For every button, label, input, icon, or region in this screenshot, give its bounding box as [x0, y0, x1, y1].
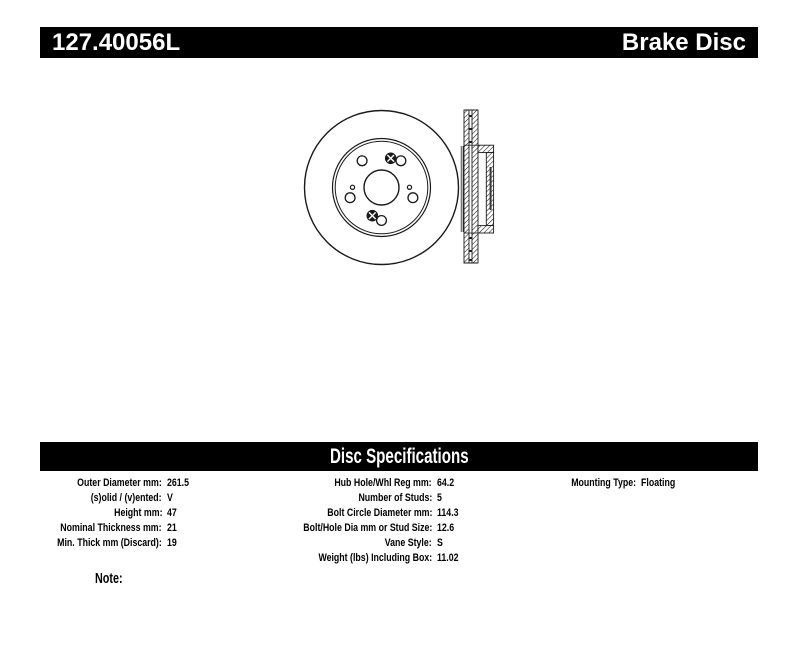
spec-value: 64.2 [437, 477, 455, 489]
disc-front-view [305, 111, 459, 265]
spec-value: 261.5 [167, 477, 190, 489]
hub-ring-inner [335, 141, 428, 234]
spec-row [240, 476, 464, 491]
spec-value: 5 [437, 492, 442, 504]
spec-value: 19 [167, 537, 177, 549]
header-bar [40, 27, 758, 58]
spec-label: Bolt Circle Diameter mm: [326, 507, 432, 519]
spec-row [240, 536, 464, 551]
spec-row [240, 491, 464, 506]
spec-value: 11.02 [437, 552, 459, 564]
brake-disc-diagram [295, 95, 510, 287]
disc-cross-section-view [461, 110, 493, 263]
page-title: Brake Disc [621, 28, 746, 56]
spec-label: Vane Style: [385, 537, 432, 549]
rotor-plate-section [472, 110, 478, 263]
rotor-plate-section [464, 110, 469, 263]
spec-column-type [480, 476, 684, 491]
hat-bore-line [490, 167, 492, 210]
note-section [95, 570, 133, 587]
spec-row [20, 536, 195, 551]
spec-label: Outer Diameter mm: [77, 477, 162, 489]
spec-value: 47 [167, 507, 177, 519]
brake-disc-drawing [295, 95, 510, 287]
retaining-screw-icon [367, 210, 378, 221]
stud-hole [408, 193, 418, 203]
spec-label: Mounting Type: [571, 477, 636, 489]
spec-column-dimensions [20, 476, 195, 551]
spec-label: Hub Hole/Whl Reg mm: [334, 477, 432, 489]
note-label: Note: [95, 570, 123, 587]
stud-hole [377, 216, 387, 226]
stud-hole [396, 156, 406, 166]
spec-value: V [167, 492, 173, 504]
spec-label: Bolt/Hole Dia mm or Stud Size: [302, 522, 432, 534]
stud-hole [345, 193, 355, 203]
spec-row [240, 506, 464, 521]
spec-label: Nominal Thickness mm: [60, 522, 162, 534]
spec-label: Min. Thick mm (Discard): [57, 537, 162, 549]
hat-flange-section [478, 145, 494, 152]
center-bore [364, 170, 399, 205]
spec-row [240, 521, 464, 536]
part-number: 127.40056L [52, 28, 181, 56]
spec-row [20, 521, 195, 536]
section-title: Disc Specifications [329, 444, 469, 468]
vane-ticks [469, 115, 471, 261]
spec-value: Floating [641, 477, 676, 489]
spec-row [20, 476, 195, 491]
hub-ring-outer [333, 139, 431, 237]
spec-row [20, 491, 195, 506]
stud-hole [357, 156, 367, 166]
spec-label: Weight (lbs) Including Box: [318, 552, 432, 564]
spec-label: Height mm: [113, 507, 162, 519]
spec-value: 12.6 [437, 522, 455, 534]
spec-value: 114.3 [437, 507, 459, 519]
spec-value: 21 [167, 522, 177, 534]
disc-outer-edge [305, 111, 459, 265]
hat-flange-section [478, 226, 494, 233]
spec-value: S [437, 537, 443, 549]
small-hole [407, 185, 411, 189]
spec-label: Number of Studs: [358, 492, 432, 504]
small-hole [350, 185, 354, 189]
spec-label: (s)olid / (v)ented: [91, 492, 162, 504]
spec-row [480, 476, 684, 491]
retaining-screw-icon [385, 153, 396, 164]
disc-specifications-header [40, 442, 758, 471]
spec-column-mounting [240, 476, 464, 566]
spec-row [240, 551, 464, 566]
spec-row [20, 506, 195, 521]
